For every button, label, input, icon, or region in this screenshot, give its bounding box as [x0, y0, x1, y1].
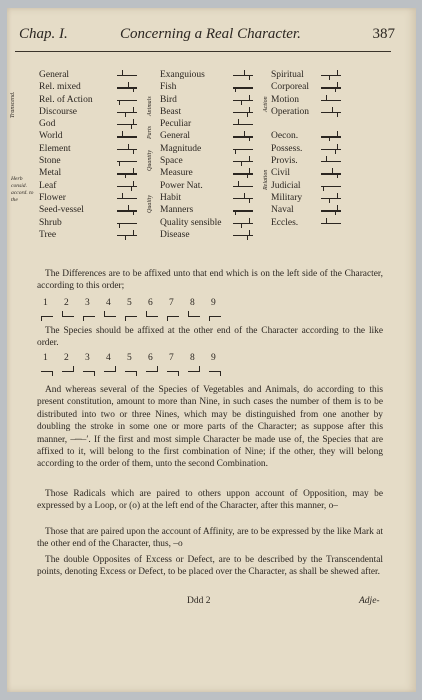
character-mark [319, 192, 345, 204]
chapter-title: Concerning a Real Character. [120, 26, 301, 42]
character-mark [231, 229, 257, 241]
character-mark [115, 229, 141, 241]
character-mark [231, 69, 257, 81]
number: 2 [64, 353, 69, 363]
number: 7 [169, 353, 174, 363]
affix-tick [209, 316, 210, 321]
genus-label: Possess. [271, 143, 303, 154]
character-mark [115, 180, 141, 192]
character-mark [231, 204, 257, 216]
character-mark [319, 155, 345, 167]
affix-stroke [62, 371, 74, 372]
genus-label: Bird [160, 94, 177, 105]
paragraph-nines: And whereas several of the Species of Vegetables and Animals, do according to this present constitution, amount to more than Nine, in such cases the number of them is to be distributed into two or three Nines, which may be distinguished from one another by doubling the stroke in some one or more parts of the Character; as suppose after this manner, –─–′. If the first and most simple Character be made use of, the Species that are affixed to it, will belong to the first combination of Nine; if the other, they will belong according to the order of them, unto the second Combination. [37, 385, 383, 470]
affix-stroke [104, 316, 116, 317]
character-mark [231, 217, 257, 229]
character-mark [319, 204, 345, 216]
genus-label: Peculiar [160, 119, 192, 130]
genus-label: Motion [271, 94, 299, 105]
affix-tick [115, 366, 116, 371]
affix-tick [167, 316, 168, 321]
genus-label: General [39, 70, 70, 80]
number-row-2 [43, 353, 232, 363]
character-mark [231, 118, 257, 130]
genus-label [271, 118, 309, 130]
character-mark [319, 217, 345, 229]
genus-label: God [39, 119, 56, 130]
number: 5 [127, 353, 132, 363]
affix-tick [83, 316, 84, 321]
genus-label: Manners [160, 205, 194, 216]
affix-stroke [146, 316, 158, 317]
paragraph-double-opposites: The double Opposites of Excess or Defect, are to be described by the Transcendental points, denoting Excess or Defect, to be placed over the Character, as shall be shewed after. [37, 555, 383, 578]
group-label-action: Action [263, 96, 269, 112]
affix-tick [220, 371, 221, 376]
number: 4 [106, 353, 111, 363]
character-mark [319, 118, 345, 130]
running-header [15, 24, 395, 46]
character-mark [231, 81, 257, 93]
character-mark [319, 106, 345, 118]
character-mark [231, 192, 257, 204]
column-genera-1 [39, 69, 93, 241]
genus-label: Space [160, 156, 183, 167]
genus-label: Operation [271, 106, 309, 117]
affix-stroke [167, 316, 179, 317]
group-label-parts: Parts [147, 125, 153, 139]
affix-tick [125, 316, 126, 321]
genus-label: Magnitude [160, 143, 202, 154]
group-label-transcendental: Transcend. [10, 91, 16, 118]
affix-tick [104, 311, 105, 316]
affix-stroke [146, 371, 158, 372]
header-rule [15, 51, 391, 52]
number: 9 [211, 298, 216, 308]
genus-label: Discourse [39, 106, 77, 117]
genus-label: Fish [160, 82, 177, 93]
number: 9 [211, 353, 216, 363]
number: 1 [43, 353, 48, 363]
genus-label: General [160, 131, 191, 142]
affix-stroke [62, 316, 74, 317]
number: 8 [190, 298, 195, 308]
character-mark [319, 94, 345, 106]
paragraph-opposition: Those Radicals which are paired to others uppon account of Opposition, may be expressed by a Loop, or (o) at the left end of the Character, after this manner, o– [37, 489, 383, 512]
group-label-quality: Quality [147, 195, 153, 213]
character-mark [319, 130, 345, 142]
character-mark [231, 94, 257, 106]
page-number: 387 [372, 26, 395, 42]
character-mark [231, 130, 257, 142]
character-mark [115, 155, 141, 167]
genus-label: Element [39, 143, 71, 154]
affix-stroke [125, 316, 137, 317]
character-mark [319, 81, 345, 93]
genus-label: Military [271, 192, 303, 203]
group-label-herb: Herb consid. accord. to the [11, 176, 34, 203]
paragraph-affinity: Those that are paired upon the account of Affinity, are to be expressed by the like Mark at the other end of the Character, thus, –o [37, 527, 383, 550]
number: 1 [43, 298, 48, 308]
genus-label: Stone [39, 156, 61, 167]
genus-label: Flower [39, 192, 66, 203]
paragraph-species: The Species should be affixed at the other end of the Character according to the like order. [37, 326, 383, 349]
affix-tick [136, 371, 137, 376]
column-genera-3 [271, 69, 309, 229]
character-mark [115, 130, 141, 142]
character-mark [319, 143, 345, 155]
affix-tick [178, 371, 179, 376]
character-mark [115, 204, 141, 216]
signature-mark: Ddd 2 [187, 596, 211, 606]
catchword: Adje- [359, 596, 380, 606]
genus-label: Measure [160, 168, 193, 179]
character-mark [231, 155, 257, 167]
character-mark [115, 217, 141, 229]
group-label-relation: Relation [263, 169, 269, 190]
number: 2 [64, 298, 69, 308]
affix-stroke [188, 316, 200, 317]
character-mark [115, 118, 141, 130]
character-mark [319, 180, 345, 192]
genus-label: Rel. mixed [39, 82, 81, 93]
affix-stroke [209, 316, 221, 317]
column-genera-2 [160, 69, 221, 241]
genus-label: Seed-vessel [39, 205, 84, 216]
character-mark [319, 167, 345, 179]
paragraph-differences: The Differences are to be affixed unto that end which is on the left side of the Character, according to this order; [37, 269, 383, 292]
character-mark [231, 167, 257, 179]
genus-label: Exanguious [160, 70, 205, 80]
genus-label: Beast [160, 106, 182, 117]
character-mark [231, 180, 257, 192]
genus-label: Quality sensible [160, 217, 222, 228]
number: 4 [106, 298, 111, 308]
character-mark [231, 143, 257, 155]
number-row-1 [43, 298, 232, 308]
genus-label: Judicial [271, 180, 301, 191]
number: 3 [85, 298, 90, 308]
character-mark [115, 106, 141, 118]
genus-label: Corporeal [271, 82, 309, 93]
affix-stroke [41, 316, 53, 317]
character-mark [115, 81, 141, 93]
genus-label: Tree [39, 229, 57, 240]
number: 7 [169, 298, 174, 308]
character-mark [115, 94, 141, 106]
column-marks-2 [231, 69, 257, 241]
species-strokes [41, 366, 241, 376]
character-mark [115, 192, 141, 204]
group-label-animals: Animals [147, 96, 153, 116]
affix-tick [188, 311, 189, 316]
genus-label: Eccles. [271, 217, 299, 228]
affix-stroke [83, 316, 95, 317]
genus-label: Civil [271, 168, 291, 179]
affix-tick [94, 371, 95, 376]
chapter-label: Chap. I. [19, 26, 68, 42]
affix-tick [157, 366, 158, 371]
genus-label: World [39, 131, 63, 142]
genus-label: Naval [271, 205, 294, 216]
affix-tick [62, 311, 63, 316]
number: 5 [127, 298, 132, 308]
character-mark [319, 69, 345, 81]
genus-label: Metal [39, 168, 62, 179]
genus-label: Provis. [271, 156, 298, 167]
column-marks-1 [115, 69, 141, 241]
number: 6 [148, 353, 153, 363]
group-label-quantity: Quantity [147, 150, 153, 171]
genus-label: Habit [160, 192, 182, 203]
character-mark [115, 167, 141, 179]
affix-tick [41, 316, 42, 321]
number: 3 [85, 353, 90, 363]
genus-label: Rel. of Action [39, 94, 93, 105]
affix-tick [73, 366, 74, 371]
affix-tick [52, 371, 53, 376]
genus-label: Power Nat. [160, 180, 203, 191]
character-mark [115, 69, 141, 81]
number: 6 [148, 298, 153, 308]
difference-strokes [41, 311, 241, 321]
character-mark [231, 106, 257, 118]
affix-stroke [188, 371, 200, 372]
affix-tick [199, 366, 200, 371]
affix-stroke [104, 371, 116, 372]
character-mark [115, 143, 141, 155]
genus-label: Disease [160, 229, 190, 240]
genus-label: Leaf [39, 180, 57, 191]
column-marks-3 [319, 69, 345, 229]
genus-label: Oecon. [271, 131, 299, 142]
genus-label: Spiritual [271, 70, 304, 80]
affix-tick [146, 311, 147, 316]
number: 8 [190, 353, 195, 363]
book-page [7, 8, 416, 692]
genus-label: Shrub [39, 217, 62, 228]
